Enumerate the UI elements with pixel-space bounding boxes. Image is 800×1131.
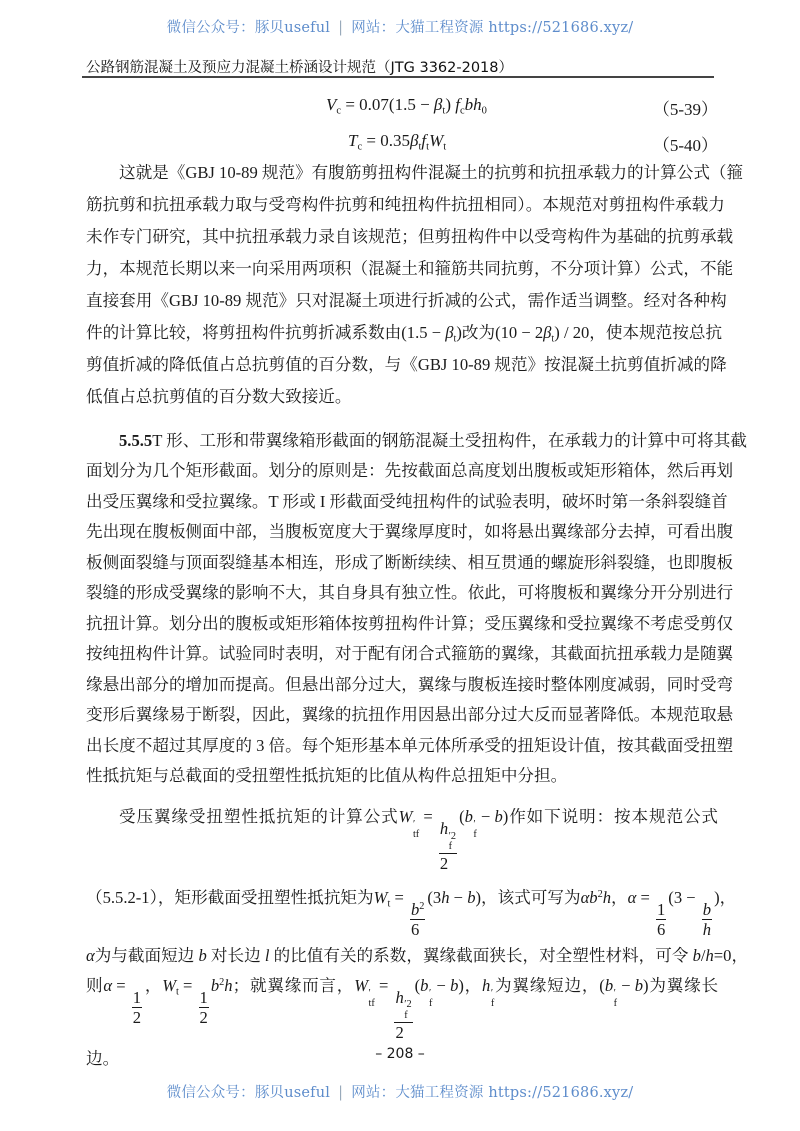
math-fraction	[132, 988, 142, 1027]
math-variable: W	[398, 807, 413, 826]
math-variable: b	[450, 975, 459, 995]
math-text: 6	[657, 920, 666, 940]
text-run: 裂缝的形成受翼缘的影响不大，其自身具有独立性。依此，可将腹板和翼缘分开分别进行	[86, 583, 734, 603]
math-text: 2	[395, 1023, 404, 1043]
math-text: =	[636, 888, 654, 908]
watermark-separator: |	[338, 20, 344, 36]
inline-formula	[401, 322, 462, 344]
math-subscript: t	[453, 333, 457, 345]
math-text: = 0.07(1.5 −	[341, 95, 434, 114]
text-line	[86, 521, 734, 543]
paragraph-flange-plastic-moment	[86, 806, 749, 1070]
math-subscript: t	[387, 898, 391, 910]
text-line	[86, 430, 747, 452]
text-run: 边。	[86, 1049, 120, 1069]
clause-number: 5.5.5	[119, 431, 153, 450]
text-line	[86, 765, 718, 787]
math-text: =	[390, 888, 408, 908]
text-run: 出受压翼缘和受拉翼缘。T 形或 I 形截面受纯扭构件的试验表明，破坏时第一条斜裂缝首	[86, 491, 728, 511]
inline-formula	[86, 945, 95, 967]
math-subscript: t	[443, 141, 447, 153]
paragraph-shear-torsion-explanation	[86, 162, 744, 418]
inline-formula	[482, 975, 494, 1010]
equation-expression	[348, 131, 446, 151]
math-text: =	[419, 807, 437, 826]
math-subscript: f	[428, 998, 433, 1010]
math-text: /	[700, 946, 706, 966]
text-line	[86, 945, 749, 967]
math-supsub	[404, 1000, 411, 1022]
math-variable: αb	[580, 888, 598, 908]
text-run: ，使本规范按总抗	[589, 322, 723, 342]
text-run: 对长边	[206, 946, 265, 966]
text-run: ，	[731, 946, 749, 966]
text-run: （5.5.2-1），矩形截面受扭塑性抵抗矩为	[86, 888, 374, 908]
text-run: ，	[611, 888, 628, 908]
inline-formula	[103, 975, 144, 1027]
math-variable: β	[433, 95, 443, 114]
math-subscript: f	[404, 1010, 408, 1022]
text-run: 则	[86, 975, 104, 995]
math-variable: h	[602, 888, 612, 908]
math-text: )	[502, 807, 509, 826]
text-line	[86, 613, 734, 635]
math-variable: β	[410, 131, 419, 150]
text-line	[86, 975, 718, 1042]
math-text: )	[714, 888, 720, 908]
math-text: (1.5 −	[401, 322, 446, 342]
math-text: ) / 20	[554, 322, 590, 342]
paragraph-clause-5-5-5	[86, 430, 747, 796]
math-fraction	[656, 900, 666, 939]
math-text: )	[458, 975, 464, 995]
math-text: =0	[713, 946, 732, 966]
text-run: 面划分为几个矩形截面。划分的原则是：先按截面总高度划出腹板或矩形箱体，然后再划	[86, 461, 734, 481]
inline-formula	[399, 806, 509, 873]
math-superscript: ′	[490, 987, 494, 999]
math-text: = 0.35	[362, 131, 410, 150]
math-text: 2	[439, 854, 449, 874]
math-subscript: c	[357, 141, 363, 153]
math-subscript: c	[336, 105, 342, 117]
math-superscript: ′2	[448, 830, 457, 842]
math-subscript: f	[613, 998, 618, 1010]
math-text: )	[475, 888, 482, 908]
header-divider	[82, 76, 714, 78]
math-subscript: 0	[481, 105, 487, 117]
text-run: 剪值折减的降低值占总抗剪值的百分数，与《GBJ 10-89 规范》按混凝土抗剪值折减的降	[86, 354, 727, 374]
math-variable: b	[692, 946, 701, 966]
math-fraction	[702, 900, 712, 939]
math-superscript: 2	[419, 901, 425, 912]
inline-formula	[693, 945, 732, 967]
text-run: 低值占总抗剪值的百分数大致接近。	[86, 386, 352, 406]
math-fraction	[410, 900, 425, 939]
text-run: ；就翼缘而言，	[232, 975, 355, 995]
math-variable: b	[467, 888, 476, 908]
text-line	[86, 460, 734, 482]
text-run: 性抵抗矩与总截面的受扭塑性抵抗矩的比值从构件总扭矩中分担。	[86, 766, 568, 786]
math-text: (3	[427, 888, 442, 908]
text-run: T 形、工形和带翼缘箱形截面的钢筋混凝土受扭构件，在承载力的计算中可将其截	[152, 431, 747, 450]
text-run: 受压翼缘受扭塑性抵抗矩的计算公式	[119, 807, 399, 826]
text-run: 为与截面短边	[94, 946, 199, 966]
text-line	[86, 643, 734, 665]
math-superscript: ′	[613, 987, 616, 999]
math-text: )	[643, 975, 649, 995]
math-superscript: ′	[368, 987, 371, 999]
text-line	[86, 226, 734, 248]
math-variable: h	[395, 987, 404, 1007]
math-fraction	[394, 988, 412, 1042]
fraction-numerator	[410, 900, 425, 920]
equation-number: （5-40）	[652, 136, 718, 155]
math-subscript: f	[473, 829, 477, 841]
watermark-bottom	[0, 1081, 800, 1102]
page-number: – 208 –	[375, 1046, 425, 1062]
math-variable: b	[702, 900, 712, 920]
text-line	[86, 735, 734, 757]
text-line	[86, 806, 718, 873]
math-text: −	[449, 888, 468, 908]
text-line	[86, 354, 727, 376]
text-run: ，	[144, 975, 163, 995]
math-variable: b	[494, 807, 503, 826]
text-line	[86, 290, 727, 312]
math-variable: α	[627, 888, 637, 908]
math-variable: W	[354, 975, 369, 995]
text-line	[86, 582, 734, 604]
math-text: )	[445, 95, 456, 114]
math-text: (	[414, 975, 421, 995]
math-variable: β	[445, 322, 454, 342]
math-text: 1	[199, 987, 208, 1007]
equation-number: （5-39）	[652, 100, 718, 119]
math-superscript: ′2	[404, 999, 412, 1011]
text-run: 力，本规范长期以来一向采用两项积（混凝土和箍筋共同抗剪，不分项计算）公式，不能	[86, 258, 734, 278]
equation-expression	[326, 95, 487, 115]
math-text: −	[432, 975, 451, 995]
math-fraction	[439, 819, 457, 873]
text-line	[86, 194, 725, 216]
math-subscript: t	[426, 141, 430, 153]
math-variable: V	[326, 95, 337, 114]
text-run: ，	[719, 888, 737, 908]
fraction-denominator	[702, 920, 712, 939]
text-run: ，	[463, 975, 483, 995]
math-text: 6	[410, 920, 420, 940]
math-variable: b	[604, 975, 614, 995]
fraction-denominator	[394, 1023, 412, 1042]
math-variable: h	[441, 888, 450, 908]
text-line	[86, 887, 737, 940]
math-subscript: f	[448, 841, 453, 853]
text-line	[86, 704, 734, 726]
math-variable: h	[224, 975, 233, 995]
inline-formula	[581, 887, 611, 909]
math-variable: W	[162, 975, 177, 995]
text-run: 板侧面裂缝与顶面裂缝基本相连，形成了断断续续、相互贯通的螺旋形斜裂缝，也即腹板	[86, 552, 734, 572]
inline-formula	[354, 975, 464, 1042]
text-line	[86, 552, 734, 574]
math-variable: h	[702, 920, 712, 940]
math-subscript: t	[418, 141, 422, 153]
math-variable: f	[421, 131, 427, 150]
fraction-numerator	[656, 900, 666, 920]
text-line	[86, 258, 734, 280]
math-text: 2	[132, 1007, 142, 1027]
text-line	[86, 491, 728, 513]
inline-formula	[198, 945, 206, 967]
math-subscript: f	[490, 998, 495, 1010]
fraction-denominator	[439, 854, 457, 873]
text-run: 为翼缘长	[648, 975, 719, 995]
math-subscript: c	[459, 105, 465, 117]
math-variable: T	[348, 131, 358, 150]
text-run: 缘悬出部分的增加而提高。但悬出部分过大，翼缘与腹板连接时整体刚度减弱，同时受弯	[86, 674, 734, 694]
math-subscript: t	[442, 105, 446, 117]
text-line	[86, 386, 718, 408]
watermark-wechat: 微信公众号：豚贝useful	[166, 20, 331, 36]
math-text: 2	[199, 1007, 208, 1027]
math-supsub	[449, 832, 456, 854]
text-run: 未作专门研究，其中抗扭承载力录自该规范；但剪扭构件中以受弯构件为基础的抗剪承载	[86, 226, 734, 246]
math-variable: h	[482, 975, 491, 995]
inline-formula	[374, 887, 481, 939]
fraction-numerator	[199, 988, 209, 1008]
math-superscript: ′	[412, 818, 416, 830]
text-run: 为翼缘短边，	[494, 975, 600, 995]
text-line	[86, 674, 734, 696]
text-line	[86, 322, 723, 345]
inline-formula	[599, 975, 648, 1010]
math-superscript: ′	[473, 818, 476, 830]
math-variable: b	[410, 900, 420, 920]
math-variable: h	[439, 818, 449, 838]
math-text: (	[599, 975, 605, 995]
text-run: 按纯扭构件计算。试验同时表明，对于配有闭合式箍筋的翼缘，其截面抗扭承载力是随翼	[86, 644, 734, 664]
math-text: =	[112, 975, 130, 995]
math-variable: W	[429, 131, 444, 150]
equation-5-39	[86, 95, 718, 121]
math-variable: bh	[464, 95, 482, 114]
math-variable: b	[634, 975, 644, 995]
math-text: (10 − 2	[495, 322, 544, 342]
math-text: −	[476, 807, 495, 826]
text-run: 变形后翼缘易于断裂，因此，翼缘的抗扭作用因悬出部分过大反而显著降低。本规范取悬	[86, 705, 734, 725]
math-variable: l	[264, 946, 270, 966]
math-subscript: t	[551, 333, 555, 345]
fraction-denominator	[656, 920, 666, 939]
fraction-numerator	[394, 988, 412, 1023]
fraction-numerator	[132, 988, 142, 1008]
math-variable: b	[198, 946, 207, 966]
math-text: −	[617, 975, 635, 995]
fraction-numerator	[439, 819, 457, 854]
math-text: 1	[132, 987, 142, 1007]
text-line	[86, 162, 744, 184]
math-variable: h	[705, 946, 714, 966]
text-run: 作如下说明：按本规范公式	[508, 807, 719, 826]
math-subscript: tf	[368, 998, 375, 1010]
watermark-separator: |	[338, 1085, 344, 1101]
math-variable: b	[464, 807, 473, 826]
text-run: ，该式可写为	[481, 888, 581, 908]
text-run: 筋抗剪和抗扭承载力取与受弯构件抗剪和纯扭构件抗扭相同）。本规范对剪扭构件承载力	[86, 194, 725, 214]
math-superscript: ′	[428, 987, 432, 999]
math-variable: W	[373, 888, 388, 908]
watermark-wechat: 微信公众号：豚贝useful	[166, 1085, 331, 1101]
math-superscript: 2	[219, 976, 225, 988]
fraction-numerator	[702, 900, 712, 920]
math-text: (3 −	[668, 888, 700, 908]
equation-5-40	[86, 131, 718, 157]
math-variable: β	[543, 322, 552, 342]
math-variable: f	[455, 95, 460, 114]
inline-formula	[628, 887, 720, 939]
math-variable: α	[103, 975, 113, 995]
fraction-denominator	[410, 920, 425, 939]
math-subscript: tf	[412, 829, 420, 841]
running-header: 公路钢筋混凝土及预应力混凝土桥涵设计规范（JTG 3362-2018）	[86, 60, 514, 76]
math-variable: α	[86, 946, 95, 966]
inline-formula	[162, 975, 232, 1027]
text-run: 先出现在腹板侧面中部，当腹板宽度大于翼缘厚度时，如将悬出翼缘部分去掉，可看出腹	[86, 522, 734, 542]
math-text: =	[178, 975, 197, 995]
text-run: 的比值有关的系数，翼缘截面狭长，对全塑性材料，可令	[269, 946, 693, 966]
fraction-denominator	[132, 1008, 142, 1027]
math-text: (	[459, 807, 465, 826]
text-run: 出长度不超过其厚度的 3 倍。每个矩形基本单元体所承受的扭矩设计值，按其截面受扭塑	[86, 735, 734, 755]
fraction-denominator	[199, 1008, 209, 1027]
math-text: 1	[657, 900, 666, 920]
math-fraction	[199, 988, 209, 1027]
text-run: 抗扭计算。划分出的腹板或矩形箱体按剪扭构件计算；受压翼缘和受拉翼缘不考虑受剪仅	[86, 613, 734, 633]
text-run: 改为	[461, 322, 496, 342]
math-subscript: t	[176, 986, 179, 998]
math-text: =	[374, 975, 393, 995]
watermark-website: 网站：大猫工程资源 https://521686.xyz/	[351, 20, 634, 36]
text-run: 直接套用《GBJ 10-89 规范》只对混凝土项进行折减的公式，需作适当调整。经对各种构	[86, 290, 727, 310]
math-superscript: 2	[597, 889, 603, 901]
math-variable: b	[210, 975, 220, 995]
math-text: )	[456, 322, 462, 342]
inline-formula	[495, 322, 589, 344]
math-variable: b	[420, 975, 429, 995]
text-run: 件的计算比较，将剪扭构件抗剪折减系数由	[86, 322, 402, 342]
watermark-top	[0, 16, 800, 37]
text-run: 这就是《GBJ 10-89 规范》有腹筋剪扭构件混凝土的抗剪和抗扭承载力的计算公式（箍	[119, 163, 744, 182]
watermark-website: 网站：大猫工程资源 https://521686.xyz/	[351, 1085, 634, 1101]
